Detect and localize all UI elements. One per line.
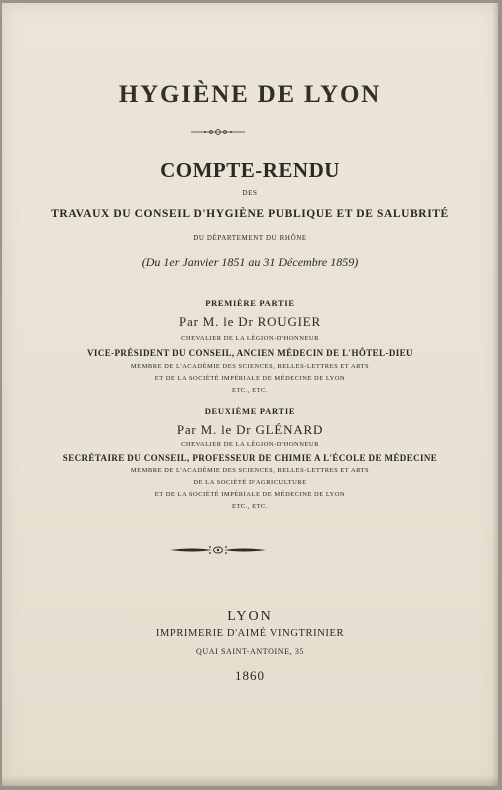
document-subtitle: COMPTE-RENDU — [160, 158, 340, 182]
page-edge-shadow-bottom — [2, 776, 498, 786]
part1-line: MEMBRE DE L'ACADÉMIE DES SCIENCES, BELLES-LETTRES ET ARTS — [130, 363, 370, 370]
part2-line: ETC., ETC. — [231, 503, 269, 510]
part2-line: ET DE LA SOCIÉTÉ IMPÉRIALE DE MÉDECINE DE LYON — [154, 491, 346, 498]
part2-line: DE LA SOCIÉTÉ D'AGRICULTURE — [193, 479, 307, 486]
des-label: DES — [242, 189, 258, 197]
imprint-year: 1860 — [235, 668, 265, 683]
part1-line: ET DE LA SOCIÉTÉ IMPÉRIALE DE MÉDECINE DE LYON — [154, 375, 346, 382]
imprint-address: QUAI SAINT-ANTOINE, 35 — [195, 647, 305, 656]
part1-line: CHEVALIER DE LA LÉGION-D'HONNEUR — [181, 335, 319, 342]
part2-line: SECRÉTAIRE DU CONSEIL, PROFESSEUR DE CHIMIE A L'ÉCOLE DE MÉDECINE — [62, 453, 438, 463]
part1-line: VICE-PRÉSIDENT DU CONSEIL, ANCIEN MÉDECIN DE L'HÔTEL-DIEU — [87, 348, 413, 358]
departement-line: DU DÉPARTEMENT DU RHÔNE — [193, 234, 307, 242]
travaux-heading: TRAVAUX DU CONSEIL D'HYGIÈNE PUBLIQUE ET DE SALUBRITÉ — [51, 208, 449, 220]
small-ornament-rule — [190, 127, 246, 137]
part1-author: Par M. le Dr ROUGIER — [178, 314, 321, 329]
main-title: HYGIÈNE DE LYON — [118, 81, 382, 108]
large-ornament-rule — [168, 544, 268, 556]
part2-line: MEMBRE DE L'ACADÉMIE DES SCIENCES, BELLES-LETTRES ET ARTS — [130, 467, 370, 474]
part1-line: ETC., ETC. — [231, 387, 269, 394]
imprint-city: LYON — [227, 609, 273, 624]
part1-heading: PREMIÈRE PARTIE — [205, 298, 295, 308]
part2-line: CHEVALIER DE LA LÉGION-D'HONNEUR — [181, 441, 319, 448]
part2-author: Par M. le Dr GLÉNARD — [176, 422, 324, 437]
title-page — [2, 3, 498, 786]
part2-heading: DEUXIÈME PARTIE — [204, 406, 296, 416]
imprint-printer: IMPRIMERIE D'AIMÉ VINGTRINIER — [155, 628, 345, 639]
date-range: (Du 1er Janvier 1851 au 31 Décembre 1859) — [141, 255, 359, 269]
